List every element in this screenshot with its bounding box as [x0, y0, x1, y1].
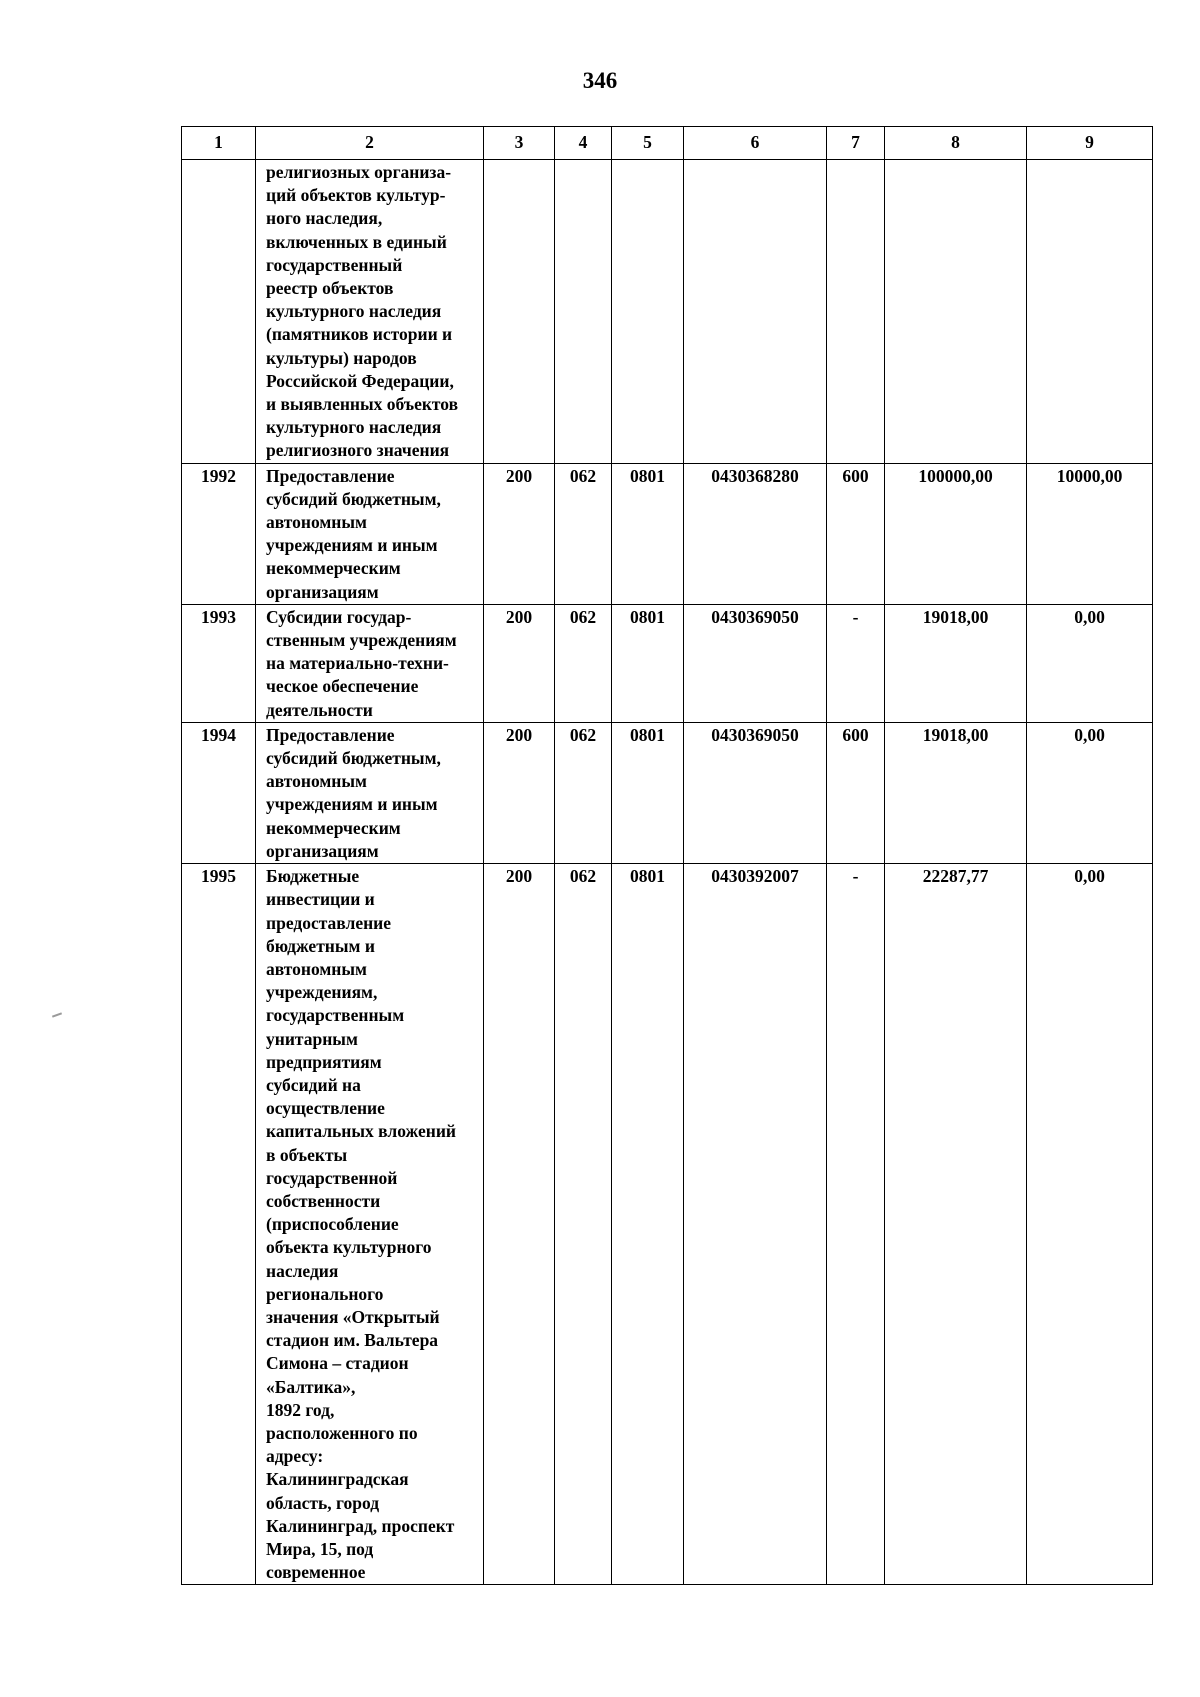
table-row: [182, 604, 1153, 722]
column-header-8: 8: [885, 127, 1027, 160]
section-code: 0801: [612, 463, 684, 604]
expense-type-code: 600: [827, 722, 885, 863]
description-line: (памятников истории и: [266, 324, 453, 345]
table-row: [182, 722, 1153, 863]
row-number: [182, 160, 256, 464]
admin-code: [484, 160, 555, 464]
description-line: государственной: [266, 1167, 398, 1188]
target-article-code: [684, 160, 827, 464]
row-description: [256, 604, 484, 722]
table-row: [182, 463, 1153, 604]
description-line: Симона – стадион: [266, 1353, 409, 1374]
column-header-1: 1: [182, 127, 256, 160]
admin-code: 200: [484, 722, 555, 863]
description-line: (приспособление: [266, 1214, 399, 1235]
admin-code: 200: [484, 604, 555, 722]
description-line: 1892 год,: [266, 1399, 335, 1420]
budget-table: [181, 126, 1153, 1585]
column-header-3: 3: [484, 127, 555, 160]
expense-type-code: -: [827, 604, 885, 722]
description-line: Предоставление: [266, 724, 395, 745]
description-line: регионального: [266, 1283, 384, 1304]
description-line: собственности: [266, 1190, 381, 1211]
row-number: 1994: [182, 722, 256, 863]
description-line: субсидий бюджетным,: [266, 488, 441, 509]
description-line: некоммерческим: [266, 558, 401, 579]
amount-year-2: [1027, 160, 1153, 464]
description-line: учреждениям и иным: [266, 794, 438, 815]
section-code: 0801: [612, 864, 684, 1585]
row-number: 1993: [182, 604, 256, 722]
amount-year-2: 0,00: [1027, 604, 1153, 722]
description-line: включенных в единый: [266, 231, 447, 252]
column-header-7: 7: [827, 127, 885, 160]
description-line: расположенного по: [266, 1422, 418, 1443]
description-line: Мира, 15, под: [266, 1538, 374, 1559]
target-article-code: 0430369050: [684, 722, 827, 863]
description-line: деятельности: [266, 699, 373, 720]
section-code: [612, 160, 684, 464]
scan-mark: [52, 1012, 62, 1017]
description-line: культурного наследия: [266, 301, 442, 322]
column-header-9: 9: [1027, 127, 1153, 160]
column-header-4: 4: [555, 127, 612, 160]
table-body: [182, 160, 1153, 1585]
description-line: Предоставление: [266, 465, 395, 486]
admin-code: 200: [484, 463, 555, 604]
target-article-code: 0430368280: [684, 463, 827, 604]
department-code: [555, 160, 612, 464]
row-description: [256, 463, 484, 604]
description-line: Бюджетные: [266, 866, 360, 887]
description-line: реестр объектов: [266, 278, 394, 299]
expense-type-code: -: [827, 864, 885, 1585]
amount-year-2: 10000,00: [1027, 463, 1153, 604]
description-line: наследия: [266, 1260, 339, 1281]
amount-year-1: 100000,00: [885, 463, 1027, 604]
description-line: адресу:: [266, 1446, 324, 1467]
description-line: ций объектов культур-: [266, 185, 446, 206]
description-line: предоставление: [266, 912, 392, 933]
description-line: ственным учреждениям: [266, 630, 457, 651]
description-line: учреждениям и иным: [266, 535, 438, 556]
department-code: 062: [555, 604, 612, 722]
description-line: бюджетным и: [266, 935, 375, 956]
table-row: [182, 160, 1153, 464]
description-line: ного наследия,: [266, 208, 383, 229]
description-line: и выявленных объектов: [266, 394, 459, 415]
department-code: 062: [555, 463, 612, 604]
description-line: субсидий бюджетным,: [266, 748, 441, 769]
description-line: унитарным: [266, 1028, 358, 1049]
expense-type-code: [827, 160, 885, 464]
column-header-5: 5: [612, 127, 684, 160]
description-line: Российской Федерации,: [266, 370, 454, 391]
amount-year-1: [885, 160, 1027, 464]
amount-year-1: 19018,00: [885, 722, 1027, 863]
description-line: религиозного значения: [266, 440, 450, 461]
description-line: «Балтика»,: [266, 1376, 356, 1397]
description-line: культуры) народов: [266, 347, 417, 368]
description-line: область, город: [266, 1492, 380, 1513]
amount-year-2: 0,00: [1027, 864, 1153, 1585]
description-line: учреждениям,: [266, 982, 378, 1003]
description-line: в объекты: [266, 1144, 348, 1165]
description-line: Субсидии государ-: [266, 606, 412, 627]
description-line: инвестиции и: [266, 889, 375, 910]
description-line: значения «Открытый: [266, 1306, 440, 1327]
description-line: предприятиям: [266, 1051, 382, 1072]
department-code: 062: [555, 864, 612, 1585]
description-line: организациям: [266, 840, 379, 861]
column-header-2: 2: [256, 127, 484, 160]
description-line: государственным: [266, 1005, 405, 1026]
description-line: осуществление: [266, 1098, 385, 1119]
description-line: ческое обеспечение: [266, 676, 419, 697]
expense-type-code: 600: [827, 463, 885, 604]
description-line: объекта культурного: [266, 1237, 432, 1258]
row-number: 1992: [182, 463, 256, 604]
description-line: государственный: [266, 254, 403, 275]
description-line: Калининградская: [266, 1469, 409, 1490]
description-line: организациям: [266, 581, 379, 602]
header-row: [182, 127, 1153, 160]
amount-year-1: 22287,77: [885, 864, 1027, 1585]
description-line: некоммерческим: [266, 817, 401, 838]
description-line: автономным: [266, 512, 367, 533]
description-line: современное: [266, 1562, 366, 1583]
target-article-code: 0430392007: [684, 864, 827, 1585]
amount-year-1: 19018,00: [885, 604, 1027, 722]
row-description: [256, 722, 484, 863]
description-line: на материально-техни-: [266, 653, 449, 674]
target-article-code: 0430369050: [684, 604, 827, 722]
row-number: 1995: [182, 864, 256, 1585]
table-row: [182, 864, 1153, 1585]
description-line: Калининград, проспект: [266, 1515, 455, 1536]
description-line: автономным: [266, 958, 367, 979]
row-description: [256, 160, 484, 464]
row-description: [256, 864, 484, 1585]
amount-year-2: 0,00: [1027, 722, 1153, 863]
column-header-6: 6: [684, 127, 827, 160]
description-line: религиозных организа-: [266, 162, 452, 182]
section-code: 0801: [612, 604, 684, 722]
admin-code: 200: [484, 864, 555, 1585]
section-code: 0801: [612, 722, 684, 863]
description-line: капитальных вложений: [266, 1121, 456, 1142]
page-number: 346: [582, 68, 618, 93]
description-line: автономным: [266, 771, 367, 792]
table-header: [182, 127, 1153, 160]
description-line: культурного наследия: [266, 417, 442, 438]
description-line: субсидий на: [266, 1074, 361, 1095]
department-code: 062: [555, 722, 612, 863]
description-line: стадион им. Вальтера: [266, 1330, 439, 1351]
